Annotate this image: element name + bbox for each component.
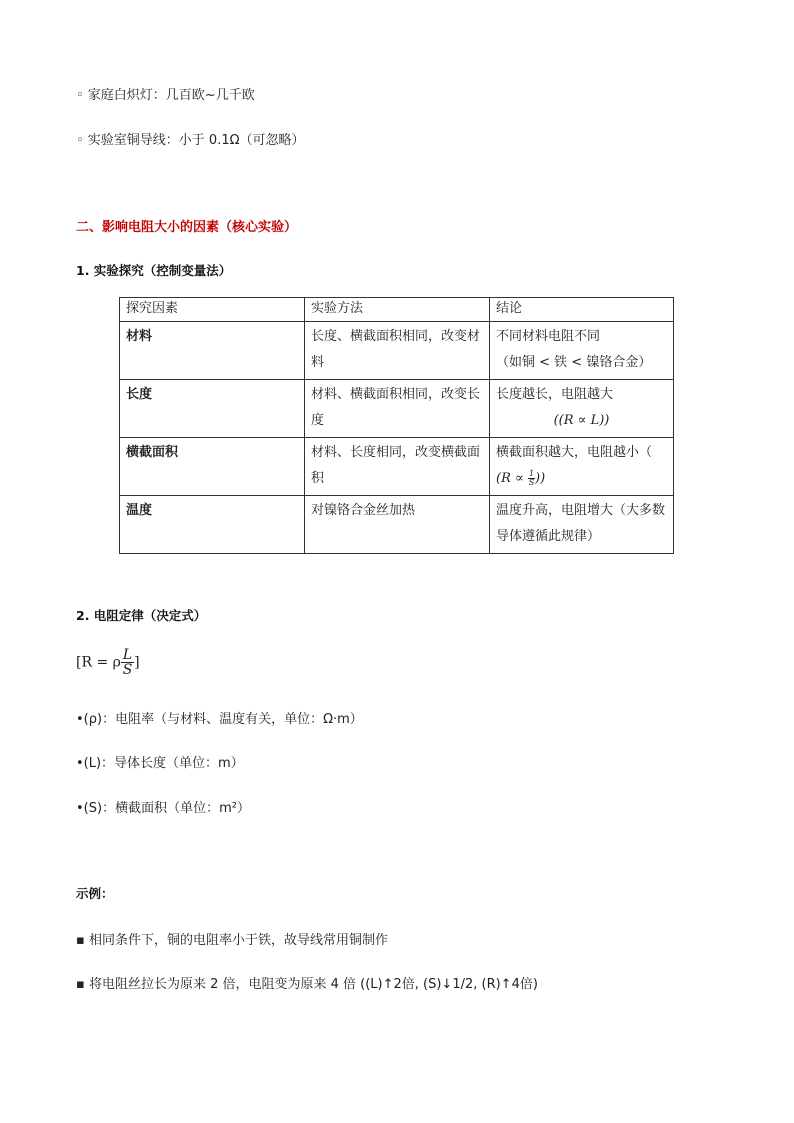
formula-rhs: ]: [134, 654, 140, 671]
formula-numerator: L: [122, 647, 133, 663]
table-cell-conclusion: [490, 322, 674, 380]
inverse-area-fraction: [528, 470, 535, 487]
table-cell-conclusion: 温度升高，电阻增大（大多数导体遵循此规律）: [490, 496, 674, 554]
conclusion-note: （如铜 < 铁 < 镍铬合金）: [496, 355, 652, 370]
intro-line-copper-wire: ◦ 实验室铜导线：小于 0.1Ω（可忽略）: [76, 133, 305, 148]
table-header-method: 实验方法: [305, 298, 490, 322]
table-cell-method: 对镍铬合金丝加热: [305, 496, 490, 554]
conclusion-note: ((R ∝ L)): [553, 413, 610, 428]
conclusion-note: [496, 471, 545, 486]
formula-fraction: [121, 648, 134, 677]
param-area: •(S)：横截面积（单位：m²）: [76, 801, 250, 816]
table-cell-factor: 材料: [120, 322, 305, 380]
param-length: •(L)：导体长度（单位：m）: [76, 756, 244, 771]
table-cell-method: 材料、横截面积相同，改变长度: [305, 380, 490, 438]
fraction-denominator: S: [528, 478, 535, 487]
table-header-conclusion: 结论: [490, 298, 674, 322]
fraction-numerator: 1: [528, 469, 535, 478]
subsection-experiment-title: 1. 实验探究（控制变量法）: [76, 263, 232, 278]
note-prefix: (R ∝: [496, 471, 528, 486]
resistance-law-formula: [76, 648, 140, 677]
table-cell-conclusion: [490, 380, 674, 438]
table-cell-factor: 长度: [120, 380, 305, 438]
table-row: [120, 322, 674, 380]
table-cell-method: 长度、横截面积相同，改变材料: [305, 322, 490, 380]
example-item: ▪ 相同条件下，铜的电阻率小于铁，故导线常用铜制作: [76, 933, 388, 948]
table-cell-conclusion: [490, 438, 674, 496]
table-header-row: [120, 298, 674, 322]
table-row: [120, 496, 674, 554]
subsection-law-title: 2. 电阻定律（决定式）: [76, 608, 207, 623]
formula-lhs: [R = ρ: [76, 654, 121, 671]
conclusion-text: 不同材料电阻不同: [496, 329, 601, 344]
experiment-table: [119, 297, 674, 554]
example-item: ▪ 将电阻丝拉长为原来 2 倍，电阻变为原来 4 倍 ((L)↑2倍, (S)↓1/2, (R)↑4倍): [76, 977, 538, 992]
param-resistivity: •(ρ)：电阻率（与材料、温度有关，单位：Ω·m）: [76, 712, 363, 727]
conclusion-text: 横截面积越大，电阻越小（: [496, 445, 653, 460]
intro-line-lamp: ◦ 家庭白炽灯：几百欧~几千欧: [76, 88, 255, 103]
table-cell-method: 材料、长度相同，改变横截面积: [305, 438, 490, 496]
table-row: [120, 380, 674, 438]
table-cell-factor: 横截面积: [120, 438, 305, 496]
conclusion-text: 长度越长，电阻越大: [496, 387, 614, 402]
table-row: [120, 438, 674, 496]
table-header-factor: 探究因素: [120, 298, 305, 322]
table-cell-factor: 温度: [120, 496, 305, 554]
example-title: 示例：: [76, 886, 114, 901]
note-suffix: )): [535, 471, 546, 486]
section-title: 二、影响电阻大小的因素（核心实验）: [76, 220, 298, 235]
formula-denominator: S: [122, 662, 133, 678]
